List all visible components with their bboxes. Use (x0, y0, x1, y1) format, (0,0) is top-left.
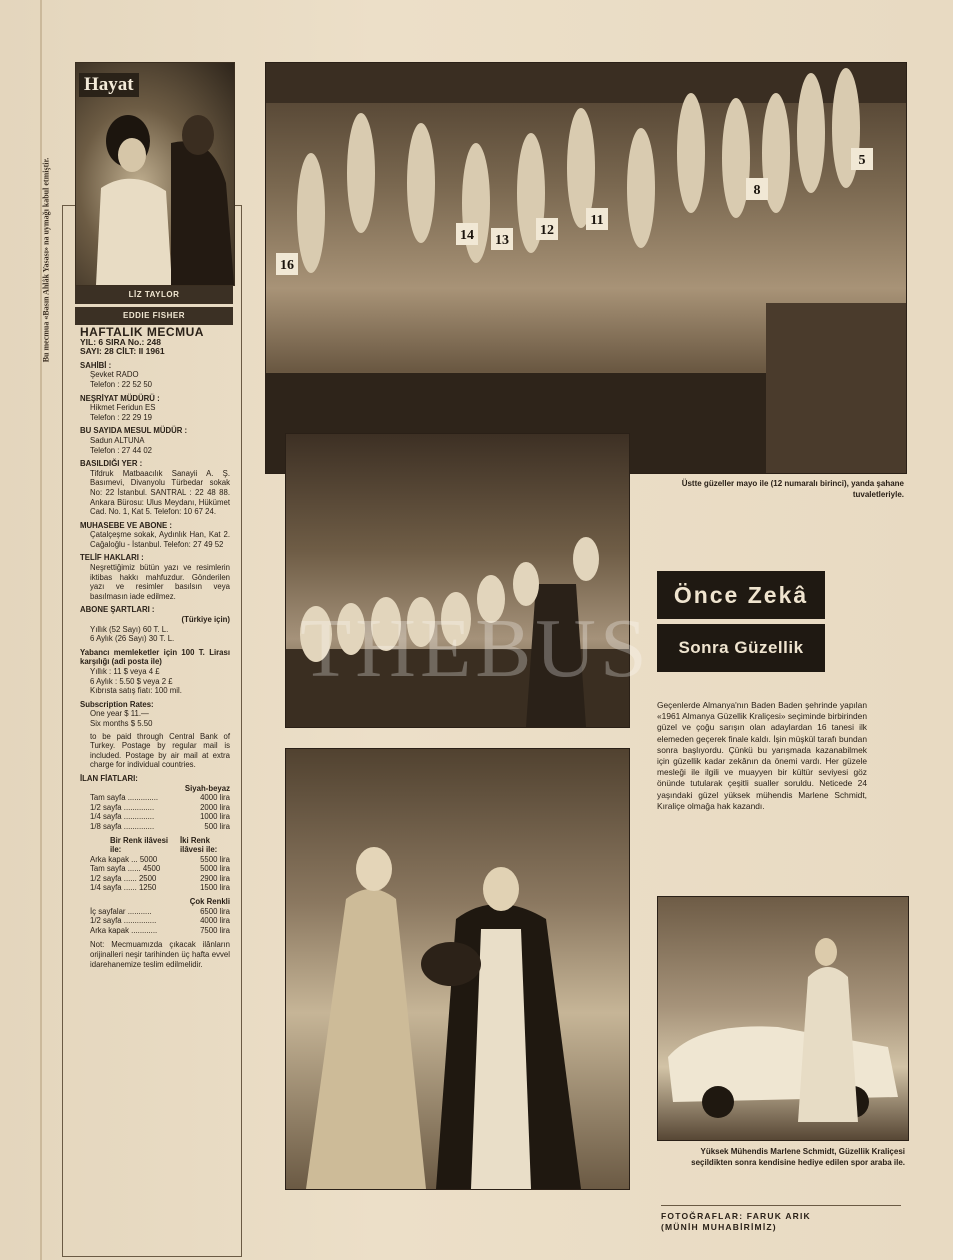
muhasebe-text: Çatalçeşme sokak, Aydınlık Han, Kat 2. Cağaloğlu - İstanbul. Telefon: 27 49 52 (90, 530, 230, 549)
ilan-renk-header (80, 836, 230, 855)
price-row (80, 803, 230, 813)
queen-crowned-figures (286, 749, 629, 1189)
masthead-title: HAFTALIK MECMUA (80, 325, 204, 339)
price-item: 1/2 sayfa ...... 2500 (90, 873, 157, 883)
side-note: Bu mecmua «Basın Ahlâk Yasası» na uymağı kabul etmiştir. (41, 157, 51, 363)
photo-credit (661, 1211, 901, 1233)
contestant-number: 8 (753, 183, 761, 198)
hayat-logo: Hayat (79, 73, 139, 97)
price-item: İç sayfalar ........... (90, 906, 152, 916)
telif-text: Neşrettiğimiz bütün yazı ve resimlerin iktibas hakkı mahfuzdur. Gönderilen yazı ve resimler basılsın veya basılmasın iade edilmez. (90, 563, 230, 601)
contestant-number: 13 (495, 233, 509, 248)
subscription-label: Subscription Rates: (80, 699, 154, 709)
nesriyat-phone: Telefon : 22 29 19 (90, 412, 152, 422)
headline-line2: Sonra Güzellik (657, 624, 825, 672)
price-value: 500 lira (204, 821, 230, 831)
price-item: 1/2 sayfa ............... (90, 916, 157, 926)
photo-sports-car (657, 896, 909, 1141)
price-item: 1/4 sayfa ...... 1250 (90, 883, 157, 893)
price-value: 6500 lira (200, 906, 230, 916)
price-row (80, 926, 230, 936)
price-row (80, 812, 230, 822)
cover-photo (75, 62, 235, 286)
price-item: Tam sayfa ...... 4500 (90, 864, 161, 874)
yabanci-halfyear: 6 Aylık : 5.50 $ veya 2 £ (90, 676, 173, 686)
ilan-cok-table (80, 907, 230, 936)
price-item: 1/8 sayfa .............. (90, 821, 155, 831)
price-value: 4000 lira (200, 793, 230, 803)
swimsuit-lineup-figures (266, 63, 906, 473)
contestant-figure (722, 98, 750, 218)
mesul-name: Sadun ALTUNA (90, 435, 145, 445)
yabanci-yearly: Yıllık : 11 $ veya 4 £ (90, 667, 160, 676)
ilan-cok-renk: Çok Renkli (189, 897, 230, 907)
bir-renk-label: Bir Renk ilâvesi ile: (110, 835, 169, 855)
price-row (80, 864, 230, 874)
caption-car: Yüksek Mühendis Marlene Schmidt, Güzellik Kraliçesi seçildikten sonra kendisine hediye edilen spor araba ile. (691, 1147, 905, 1167)
contestant-number: 5 (858, 153, 866, 168)
ilan-renk-table (80, 855, 230, 893)
yabanci-text: Yabancı memleketler için 100 T. Lirası karşılığı (adi posta ile) (80, 647, 230, 667)
headline-line1: Önce Zekâ (657, 571, 825, 619)
contestant-figure (407, 123, 435, 243)
sahibi-name: Şevket RADO (90, 370, 139, 380)
price-row (80, 822, 230, 832)
article-body: Geçenlerde Almanya'nın Baden Baden şehrinde yapılan «1961 Almanya Güzellik Kraliçesi» seçiminde birbirinden güzel ve çoğu sarışın olan adaylardan 16 tanesi ilk elemeden geçerek finale kaldı. İşin müşkül tarafı bundan sonra başlıyordu. Çünkü bu yarışmada kazanabilmek için güzellik kadar zekânın da önemi vardı. Her güzele mesleği ile ilgili ve muayyen bir kültür seviyesi göz önünde tutularak çeşitli sualler soruldu. Neticede 24 yaşındaki güzel yüksek mühendis Marlene Schmidt, Kıraliçe olmağa hak kazandı. (657, 700, 867, 811)
mesul-label: BU SAYIDA MESUL MÜDÜR : (80, 426, 188, 436)
credit-line2: (MÜNİH MUHABİRİMİZ) (661, 1222, 777, 1232)
contestant-figure (627, 128, 655, 248)
ilan-siyah: Siyah-beyaz (184, 783, 230, 793)
watermark: THEBUS (300, 602, 651, 695)
sahibi-label: SAHİBİ : (80, 360, 112, 370)
subscription-text: to be paid through Central Bank of Turkey. Postage by regular mail is included. Postage by air mail at extra charge for individual countries. (90, 731, 230, 770)
telif-label: TELİF HAKLARI : (80, 553, 144, 563)
price-value: 2000 lira (200, 802, 230, 812)
price-row (80, 793, 230, 803)
photo-swimsuit-lineup (265, 62, 907, 474)
abone-label: ABONE ŞARTLARI : (80, 605, 155, 615)
price-value: 4000 lira (200, 916, 230, 926)
subscription-six: Six months $ 5.50 (90, 718, 153, 728)
nesriyat-label: NEŞRİYAT MÜDÜRÜ : (80, 393, 160, 403)
price-row (80, 907, 230, 917)
mesul-phone: Telefon : 27 44 02 (90, 445, 152, 455)
price-row (80, 855, 230, 865)
masthead-issue-2: SAYI: 28 CİLT: II 1961 (80, 346, 165, 357)
price-item: Arka kapak ... 5000 (90, 854, 158, 864)
price-row (80, 916, 230, 926)
sahibi-phone: Telefon : 22 52 50 (90, 379, 152, 389)
photo-queen-crowned (285, 748, 630, 1190)
kibris-price: Kıbrısta satış fiatı: 100 mil. (90, 686, 182, 696)
price-value: 5500 lira (200, 854, 230, 864)
masthead-issue-1: YIL: 6 SIRA No.: 248 (80, 336, 161, 347)
cover-band-eddie: EDDIE FISHER (75, 307, 233, 325)
basildigi-text: Tifdruk Matbaacılık Sanayii A. Ş. Basımevi, Divanyolu Türbedar sokak No: 22 İstanbul. SANTRAL : 22 48 88. Ankara Bürosu: Ulus Meydanı, Hükümet Cad. No. 1, Kat 5. Telefon: 10 67 24. (90, 468, 230, 517)
abone-yearly: Yıllık (52 Sayı) 60 T. L. (90, 624, 169, 634)
contestant-number: 12 (540, 223, 554, 238)
price-value: 2900 lira (200, 873, 230, 883)
contestant-figure (797, 73, 825, 193)
contestant-figure (347, 113, 375, 233)
contestant-figure (677, 93, 705, 213)
ilan-label: İLAN FİATLARI: (80, 773, 138, 783)
price-value: 1500 lira (200, 883, 230, 893)
contestant-number: 14 (460, 228, 474, 243)
price-item: 1/2 sayfa .............. (90, 802, 155, 812)
contestant-number: 11 (590, 213, 604, 228)
cover-band-liz: LİZ TAYLOR (75, 286, 233, 304)
ilan-siyah-table (80, 793, 230, 831)
contestant-number: 16 (280, 258, 294, 273)
price-value: 7500 lira (200, 925, 230, 935)
abone-sub: (Türkiye için) (181, 615, 230, 625)
cover-figures (76, 63, 234, 285)
credit-line1: FOTOĞRAFLAR: FARUK ARIK (661, 1211, 811, 1221)
subscription-year: One year $ 11.— (90, 709, 149, 719)
price-value: 5000 lira (200, 864, 230, 874)
sports-car-figures (658, 897, 908, 1140)
contestant-figure (297, 153, 325, 273)
abone-halfyear: 6 Aylık (26 Sayı) 30 T. L. (90, 634, 175, 644)
ilan-not: Not: Mecmuamızda çıkacak ilânların orijinalleri neşir tarihinden üç hafta evvel idarehanemize teslim edilmelidir. (90, 940, 230, 969)
basildigi-label: BASILDIĞI YER : (80, 459, 143, 469)
masthead-text (80, 325, 230, 969)
muhasebe-label: MUHASEBE VE ABONE : (80, 520, 172, 530)
caption-top: Üstte güzeller mayo ile (12 numaralı birinci), yanda şahane tuvaletleriyle. (681, 479, 904, 499)
nesriyat-name: Hikmet Feridun ES (90, 403, 156, 413)
iki-renk-label: İki Renk ilâvesi ile: (180, 835, 218, 855)
price-item: Tam sayfa .............. (90, 793, 159, 803)
price-value: 1000 lira (200, 812, 230, 822)
price-row (80, 883, 230, 893)
price-item: 1/4 sayfa .............. (90, 812, 155, 822)
credit-rule (661, 1205, 901, 1206)
price-item: Arka kapak ............ (90, 925, 158, 935)
price-row (80, 874, 230, 884)
